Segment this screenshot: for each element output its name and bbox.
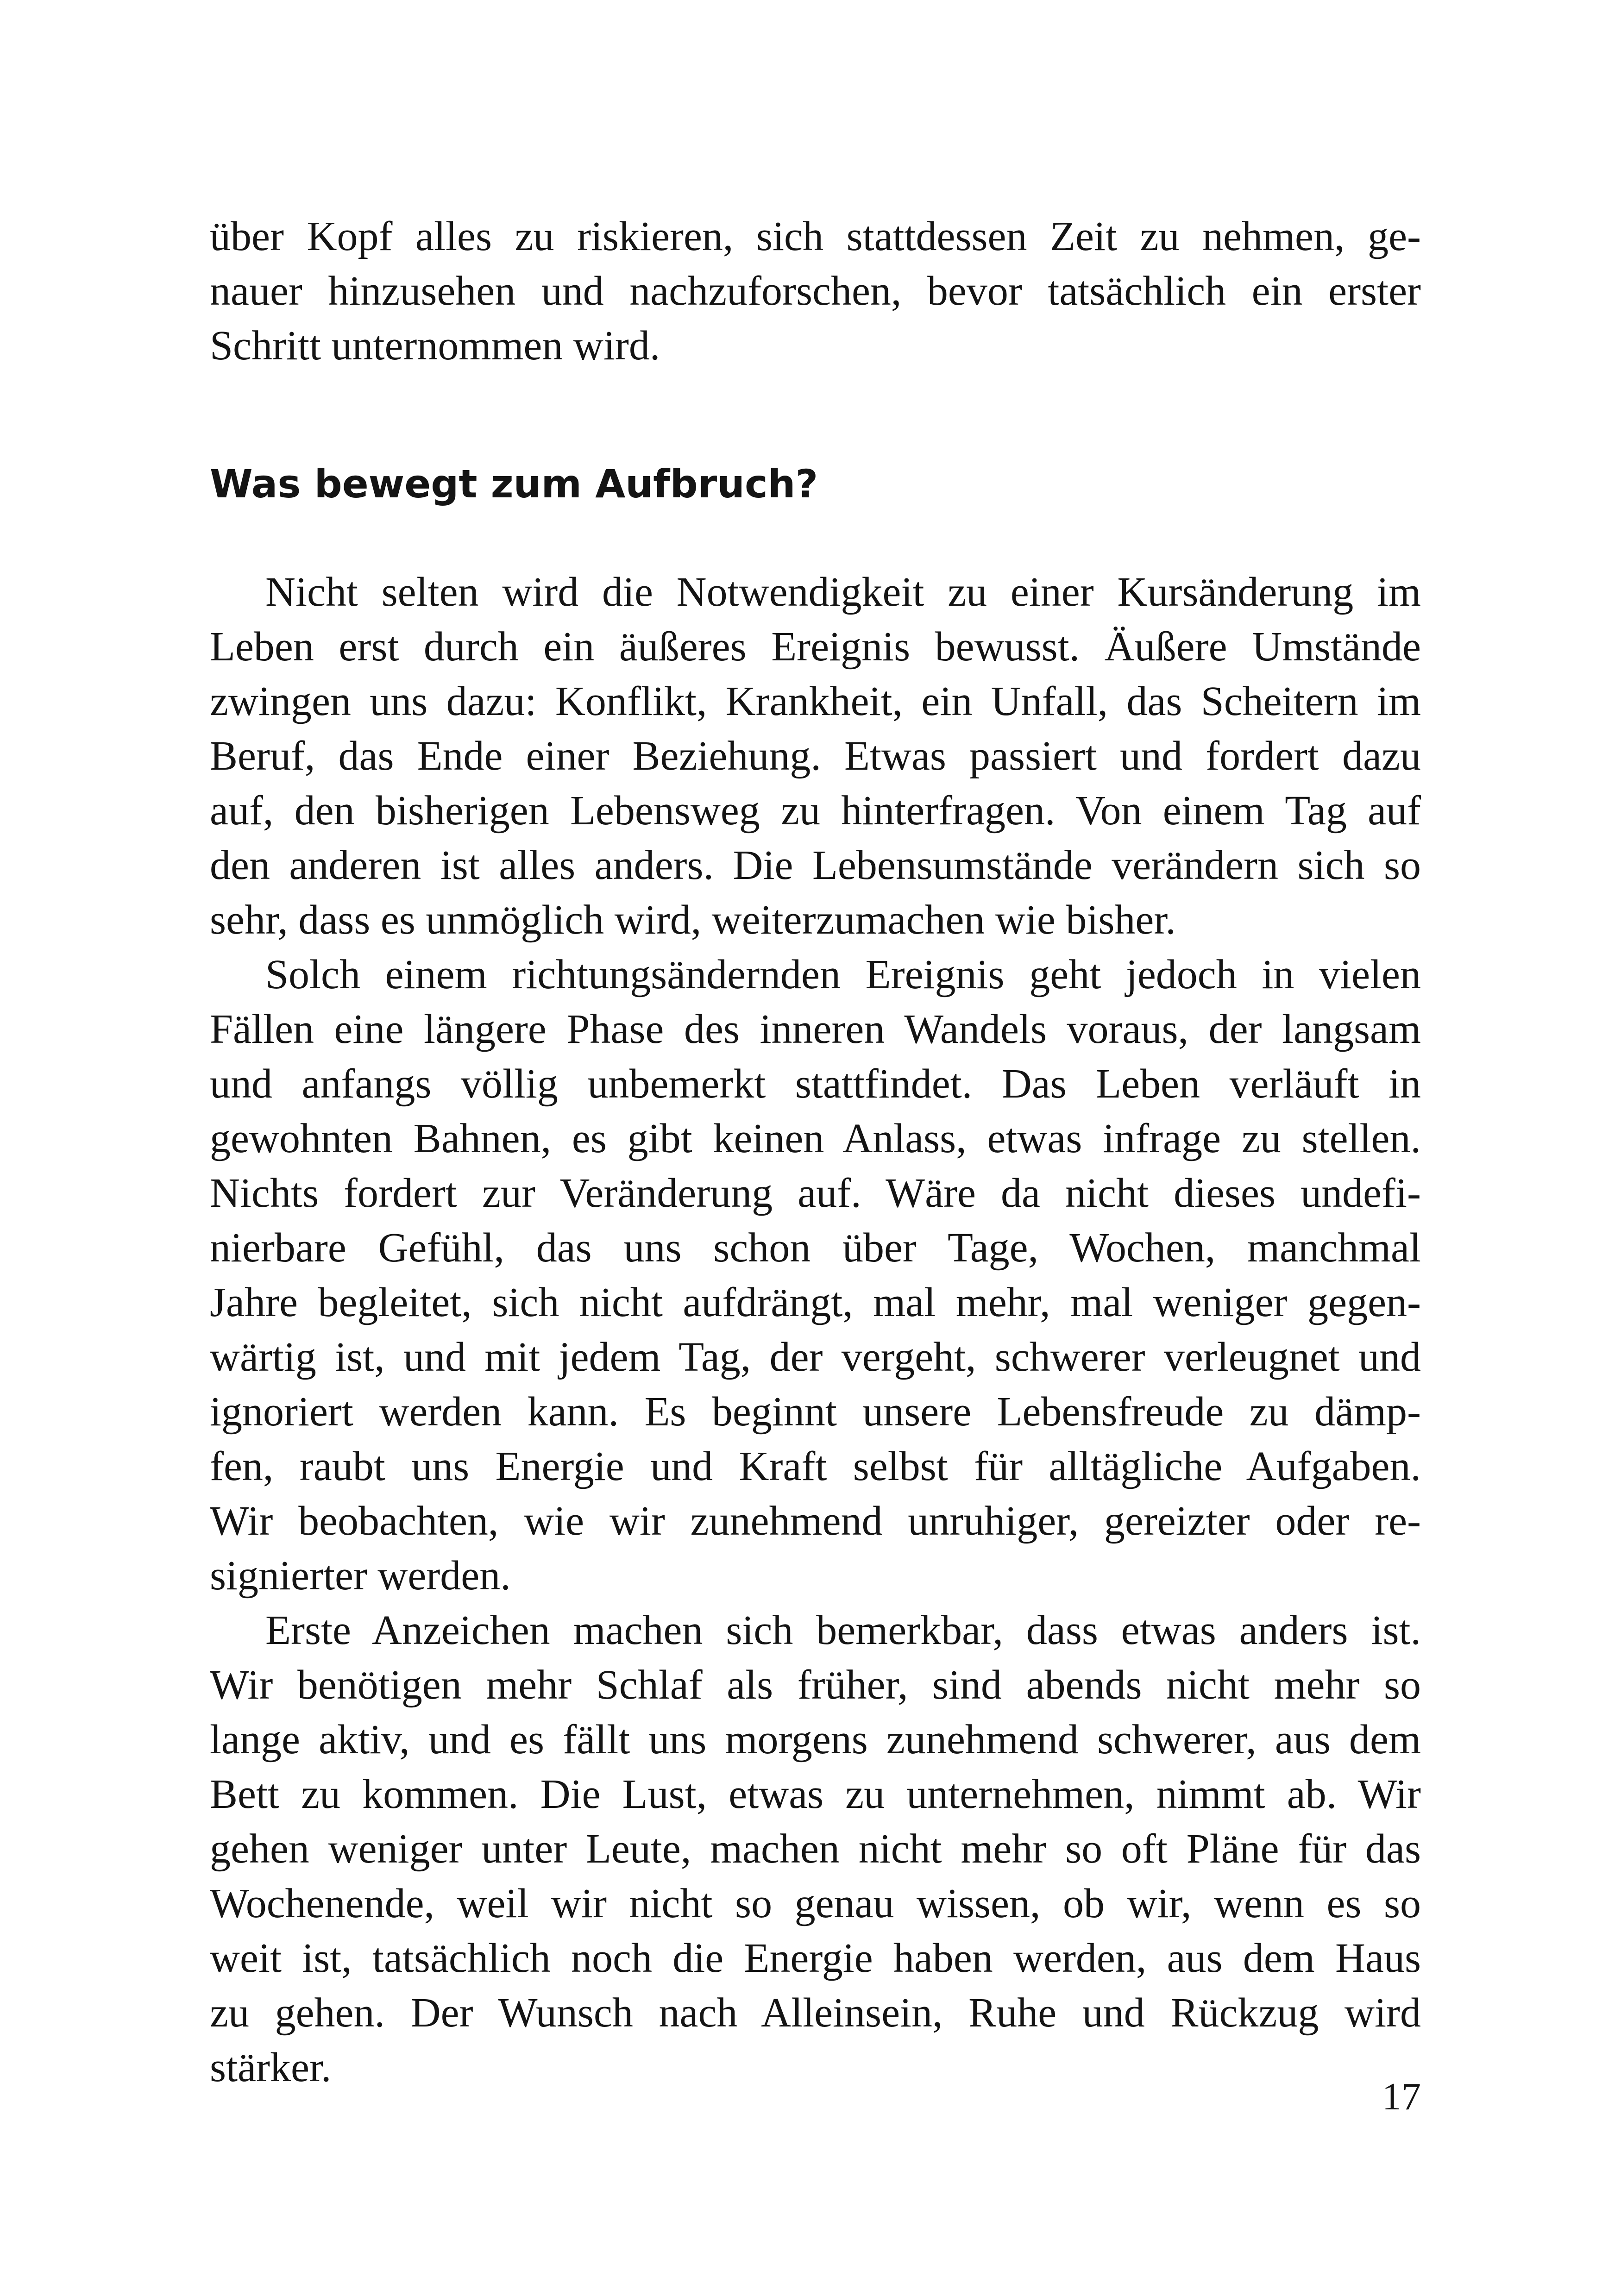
text-line: Beruf, das Ende einer Beziehung. Etwas passiert und fordert dazu — [210, 733, 1421, 779]
text-line: Fällen eine längere Phase des inneren Wandels voraus, der langsam — [210, 1006, 1421, 1052]
text-line: Schritt unternommen wird. — [210, 323, 660, 369]
text-line: nauer hinzusehen und nachzuforschen, bevor tatsächlich ein erster — [210, 268, 1421, 314]
text-line: auf, den bisherigen Lebensweg zu hinterfragen. Von einem Tag auf — [210, 788, 1421, 834]
text-line: fen, raubt uns Energie und Kraft selbst für alltägliche Aufgaben. — [210, 1443, 1421, 1489]
text-line: über Kopf alles zu riskieren, sich stattdessen Zeit zu nehmen, ge- — [210, 213, 1421, 259]
text-line: gewohnten Bahnen, es gibt keinen Anlass, etwas infrage zu stellen. — [210, 1116, 1421, 1161]
text-line: signierter werden. — [210, 1553, 511, 1599]
page-number: 17 — [1382, 2075, 1421, 2118]
text-line: weit ist, tatsächlich noch die Energie haben werden, aus dem Haus — [210, 1935, 1421, 1981]
intro-paragraph — [210, 209, 1421, 373]
text-line: den anderen ist alles anders. Die Lebensumstände verändern sich so — [210, 842, 1421, 888]
paragraph-3 — [210, 1603, 1421, 2095]
text-line: zu gehen. Der Wunsch nach Alleinsein, Ruhe und Rückzug wird — [210, 1990, 1421, 2036]
text-line: sehr, dass es unmöglich wird, weiterzumachen wie bisher. — [210, 897, 1176, 943]
text-line: lange aktiv, und es fällt uns morgens zunehmend schwerer, aus dem — [210, 1717, 1421, 1763]
paragraph-2 — [210, 947, 1421, 1603]
text-line: Solch einem richtungsändernden Ereignis geht jedoch in vielen — [265, 952, 1421, 997]
text-line: stärker. — [210, 2045, 332, 2090]
text-line: Wochenende, weil wir nicht so genau wissen, ob wir, wenn es so — [210, 1881, 1421, 1926]
text-line: Leben erst durch ein äußeres Ereignis bewusst. Äußere Umstände — [210, 624, 1421, 670]
text-line: Nichts fordert zur Veränderung auf. Wäre da nicht dieses undefi- — [210, 1170, 1421, 1216]
text-line: Wir benötigen mehr Schlaf als früher, sind abends nicht mehr so — [210, 1662, 1421, 1708]
text-line: gehen weniger unter Leute, machen nicht mehr so oft Pläne für das — [210, 1826, 1421, 1872]
text-line: Bett zu kommen. Die Lust, etwas zu unternehmen, nimmt ab. Wir — [210, 1771, 1421, 1817]
text-line: Nicht selten wird die Notwendigkeit zu einer Kursänderung im — [265, 569, 1421, 615]
text-line: ignoriert werden kann. Es beginnt unsere Lebensfreude zu dämp- — [210, 1389, 1421, 1435]
text-line: nierbare Gefühl, das uns schon über Tage, Wochen, manchmal — [210, 1225, 1421, 1271]
paragraph-1 — [210, 565, 1421, 947]
text-line: wärtig ist, und mit jedem Tag, der vergeht, schwerer verleugnet und — [210, 1334, 1421, 1380]
text-line: und anfangs völlig unbemerkt stattfindet. Das Leben verläuft in — [210, 1061, 1421, 1107]
text-line: Erste Anzeichen machen sich bemerkbar, dass etwas anders ist. — [265, 1607, 1421, 1653]
text-line: Jahre begleitet, sich nicht aufdrängt, mal mehr, mal weniger gegen- — [210, 1280, 1421, 1325]
text-line: zwingen uns dazu: Konflikt, Krankheit, ein Unfall, das Scheitern im — [210, 678, 1421, 724]
text-line: Wir beobachten, wie wir zunehmend unruhiger, gereizter oder re- — [210, 1498, 1421, 1544]
section-heading: Was bewegt zum Aufbruch? — [210, 461, 818, 507]
